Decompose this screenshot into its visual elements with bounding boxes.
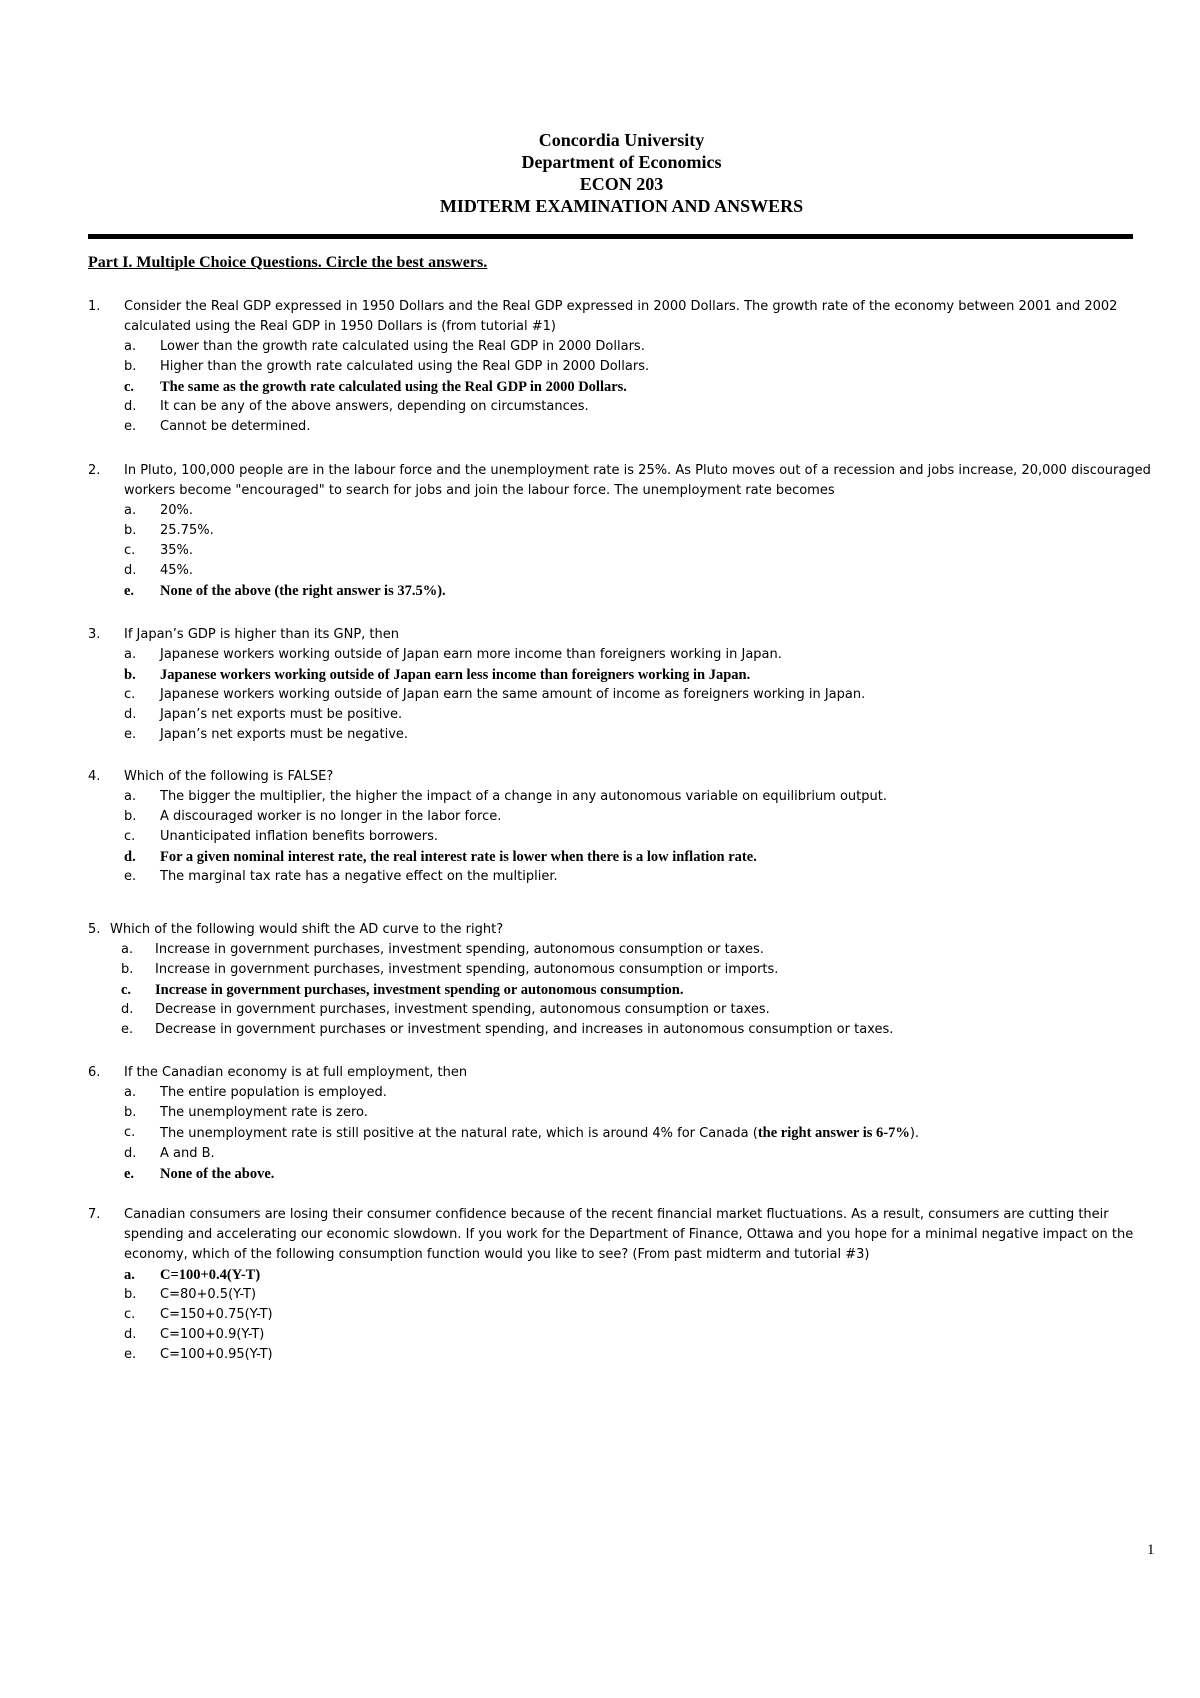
question-text: Which of the following would shift the AD curve to the right? [110,922,504,937]
question-6 [88,1063,1158,1184]
option-e [88,867,1158,887]
option-text: None of the above (the right answer is 37.5%). [160,583,446,599]
option-letter: c. [124,379,135,395]
option-letter: c. [124,1307,136,1322]
question-number: 1. [88,299,101,314]
option-letter: b. [124,809,137,824]
option-letter: d. [124,563,137,578]
option-letter: c. [124,829,136,844]
option-text: Japan’s net exports must be negative. [160,727,409,742]
question-text: Canadian consumers are losing their consumer confidence because of the recent financial market fluctuations. As a result, consumers are cutting their spending and accelerating our economic slowdown. If you work for the Department of Finance, Ottawa and you hope for a minimal negative impact on the economy, which of the following consumption function would you like to see? (From past midterm and tutorial #3) [124,1207,1134,1262]
option-b [88,357,1158,377]
option-d-correct [88,847,1158,867]
option-text: Decrease in government purchases or investment spending, and increases in autonomous consumption or taxes. [155,1022,894,1037]
question-number: 4. [88,769,101,784]
option-letter: d. [124,399,137,414]
option-letter: b. [124,1287,137,1302]
option-letter: b. [124,359,137,374]
option-letter: a. [124,339,137,354]
part-title: Part I. Multiple Choice Questions. Circle the best answers. [88,254,488,271]
question-stem [88,1063,1158,1083]
option-text: The bigger the multiplier, the higher the impact of a change in any autonomous variable on equilibrium output. [160,789,887,804]
option-c [88,827,1158,847]
option-c-correct [88,980,1158,1000]
option-e [88,417,1158,437]
question-text: In Pluto, 100,000 people are in the labour force and the unemployment rate is 25%. As Pluto moves out of a recession and jobs increase, 20,000 discouraged workers become "encouraged" to search for jobs and join the labour force. The unemployment rate becomes [124,463,1151,498]
option-text-tail: ). [909,1126,920,1141]
option-letter: e. [124,583,135,599]
option-text: The marginal tax rate has a negative effect on the multiplier. [160,869,558,884]
option-b-correct [88,665,1158,685]
question-1 [88,297,1158,437]
option-letter: d. [121,1002,134,1017]
course-code: ECON 203 [579,174,664,194]
question-2 [88,461,1158,601]
option-letter: a. [124,503,137,518]
university-name: Concordia University [538,130,705,150]
option-e [88,1345,1158,1365]
option-letter: e. [124,1166,135,1182]
option-c [88,1123,1158,1144]
option-text: 25.75%. [160,523,214,538]
option-letter: c. [121,982,132,998]
question-stem [88,1205,1158,1265]
option-letter: b. [124,1105,137,1120]
question-stem [88,767,1158,787]
option-c-correct [88,377,1158,397]
option-a [88,1083,1158,1103]
question-text: If the Canadian economy is at full employment, then [124,1065,468,1080]
option-d [88,1000,1158,1020]
option-text: Japanese workers working outside of Japan earn more income than foreigners working in Japan. [160,647,782,662]
option-b [88,1103,1158,1123]
option-text: Increase in government purchases, investment spending, autonomous consumption or imports. [155,962,779,977]
question-stem [88,625,1158,645]
question-4 [88,767,1158,887]
option-letter: e. [124,727,137,742]
option-text: C=100+0.9(Y-T) [160,1327,265,1342]
option-letter: a. [121,942,134,957]
option-a-correct [88,1265,1158,1285]
option-d [88,561,1158,581]
option-answer-note: the right answer is 6-7% [757,1125,910,1141]
option-a [88,501,1158,521]
option-text: 45%. [160,563,194,578]
option-b [88,521,1158,541]
option-c [88,1305,1158,1325]
option-c [88,541,1158,561]
option-text: 35%. [160,543,194,558]
question-stem [88,297,1158,337]
option-letter: d. [124,707,137,722]
option-letter: a. [124,1085,137,1100]
question-5 [88,920,1158,1040]
option-text: The unemployment rate is zero. [160,1105,368,1120]
option-text: Japan’s net exports must be positive. [160,707,403,722]
option-letter: e. [124,869,137,884]
question-number: 5. [88,922,101,937]
option-d [88,705,1158,725]
header-divider [88,234,1133,239]
option-d [88,397,1158,417]
option-a [88,337,1158,357]
option-d [88,1325,1158,1345]
option-text: Cannot be determined. [160,419,311,434]
option-e-correct [88,581,1158,601]
option-letter: d. [124,1327,137,1342]
question-stem [88,461,1158,501]
question-number: 2. [88,463,101,478]
option-letter: e. [124,419,137,434]
option-text: C=100+0.95(Y-T) [160,1347,273,1362]
option-letter: c. [124,687,136,702]
option-text: It can be any of the above answers, depending on circumstances. [160,399,589,414]
option-a [88,645,1158,665]
option-text: The same as the growth rate calculated using the Real GDP in 2000 Dollars. [160,379,627,395]
option-letter: c. [124,1125,136,1140]
department-name: Department of Economics [521,152,722,172]
option-letter: e. [121,1022,134,1037]
question-number: 7. [88,1207,101,1222]
option-c [88,685,1158,705]
option-letter: c. [124,543,136,558]
option-text: Higher than the growth rate calculated using the Real GDP in 2000 Dollars. [160,359,650,374]
option-text: For a given nominal interest rate, the real interest rate is lower when there is a low inflation rate. [160,849,757,865]
question-text: Consider the Real GDP expressed in 1950 Dollars and the Real GDP expressed in 2000 Dollars. The growth rate of the economy between 2001 and 2002 calculated using the Real GDP in 1950 Dollars is (from tutorial #1) [124,299,1118,334]
question-7 [88,1205,1158,1365]
option-letter: d. [124,849,136,865]
option-letter: b. [124,523,137,538]
option-text: Increase in government purchases, investment spending or autonomous consumption. [155,982,684,998]
option-d [88,1144,1158,1164]
question-text: Which of the following is FALSE? [124,769,334,784]
option-text: Lower than the growth rate calculated using the Real GDP in 2000 Dollars. [160,339,645,354]
option-b [88,960,1158,980]
option-text: 20%. [160,503,194,518]
option-e-correct [88,1164,1158,1184]
page-number: 1 [1147,1542,1155,1558]
option-text: A discouraged worker is no longer in the labor force. [160,809,502,824]
option-e [88,725,1158,745]
option-text: C=100+0.4(Y-T) [160,1267,261,1283]
option-text: A and B. [160,1146,215,1161]
option-text: C=150+0.75(Y-T) [160,1307,273,1322]
option-text: Japanese workers working outside of Japan earn the same amount of income as foreigners working in Japan. [160,687,866,702]
option-letter: a. [124,1267,135,1283]
option-letter: a. [124,789,137,804]
option-text: C=80+0.5(Y-T) [160,1287,257,1302]
option-text: The unemployment rate is still positive at the natural rate, which is around 4% for Canada ( [160,1126,758,1141]
question-text: If Japan’s GDP is higher than its GNP, then [124,627,399,642]
question-number: 6. [88,1065,101,1080]
option-letter: e. [124,1347,137,1362]
option-text: Unanticipated inflation benefits borrowers. [160,829,439,844]
option-letter: b. [124,667,136,683]
option-text: The entire population is employed. [160,1085,387,1100]
option-text: Increase in government purchases, investment spending, autonomous consumption or taxes. [155,942,764,957]
option-a [88,787,1158,807]
option-letter: d. [124,1146,137,1161]
option-b [88,1285,1158,1305]
exam-title: MIDTERM EXAMINATION AND ANSWERS [439,196,804,216]
question-number: 3. [88,627,101,642]
option-e [88,1020,1158,1040]
option-text: Decrease in government purchases, investment spending, autonomous consumption or taxes. [155,1002,770,1017]
option-a [88,940,1158,960]
option-text: None of the above. [160,1166,275,1182]
option-letter: a. [124,647,137,662]
document-header [0,129,1200,217]
question-stem [88,920,1158,940]
question-3 [88,625,1158,745]
option-letter: b. [121,962,134,977]
option-text: Japanese workers working outside of Japan earn less income than foreigners working in Japan. [160,667,751,683]
option-b [88,807,1158,827]
